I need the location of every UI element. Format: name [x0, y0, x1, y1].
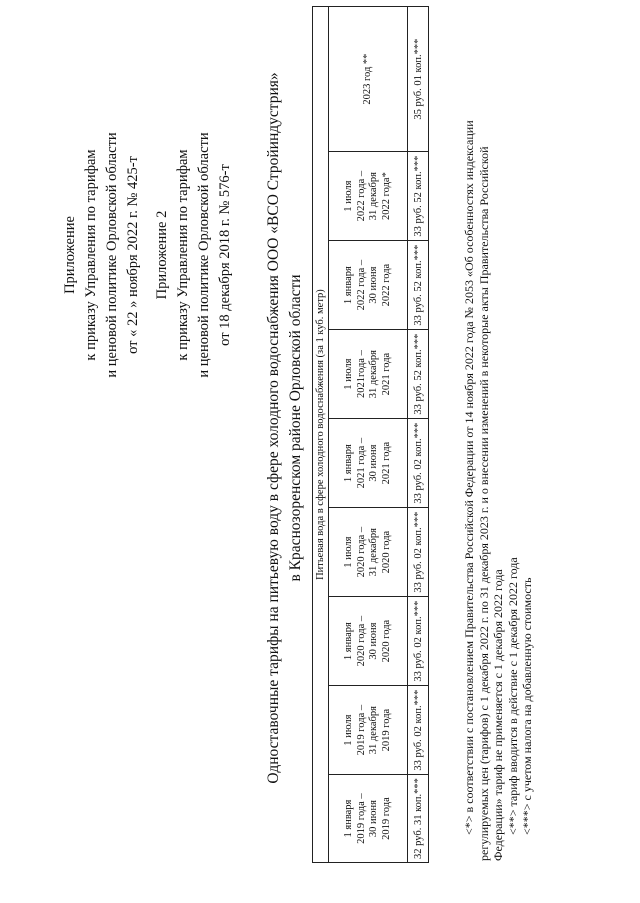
title-line: Одноставочные тарифы на питьевую воду в сфере холодного водоснабжения ООО «ВСО Стройиндустрия»	[265, 72, 282, 784]
document-title	[263, 33, 307, 823]
tariff-table	[312, 6, 429, 863]
annex-title: Приложение 2	[154, 210, 170, 300]
table-cell-tariff: 35 руб. 01 коп.***	[408, 7, 429, 152]
title-line: в Краснозоренском районе Орловской области	[287, 274, 304, 582]
annex-block-original-order	[152, 60, 236, 450]
footnote-1-line: Федерации» тариф не применяется с 1 декабря 2022 года	[491, 569, 505, 861]
table-row-values	[408, 7, 429, 863]
table-cell-period: 2023 год **	[329, 7, 408, 152]
footnote-2: <**> тариф вводится в действие с 1 декабря 2022 года	[505, 557, 520, 835]
table-cell-period: 1 января 2022 года – 30 июня 2022 года	[329, 241, 408, 330]
table-row-periods	[329, 7, 408, 863]
table-cell-period: 1 июля 2022 года – 31 декабря 2022 года*	[329, 152, 408, 241]
table-cell-tariff: 33 руб. 52 коп.***	[408, 241, 429, 330]
table-cell-tariff: 33 руб. 02 коп.***	[408, 597, 429, 686]
table-header-main: Питьевая вода в сфере холодного водоснабжения (за 1 куб. метр)	[313, 7, 329, 863]
table-cell-period: 1 июля 2021года – 31 декабря 2021 года	[329, 330, 408, 419]
footnotes	[462, 37, 535, 861]
table-cell-tariff: 33 руб. 02 коп.***	[408, 686, 429, 775]
table-cell-period: 1 января 2020 года – 30 июня 2020 года	[329, 597, 408, 686]
table-cell-period: 1 января 2021 года – 30 июня 2021 года	[329, 419, 408, 508]
footnote-1-line: <*> в соответствии с постановлением Правительства Российской Федерации от 14 ноября 2022 года № 2053 «Об особенностях индексации	[462, 120, 476, 835]
table-cell-tariff: 33 руб. 52 коп.***	[408, 330, 429, 419]
table-cell-tariff: 33 руб. 02 коп.***	[408, 419, 429, 508]
table-cell-tariff: 33 руб. 52 коп.***	[408, 152, 429, 241]
annex-line: к приказу Управления по тарифам	[83, 149, 99, 361]
annex-block-current-order	[60, 60, 144, 450]
table-cell-period: 1 июля 2019 года – 31 декабря 2019 года	[329, 686, 408, 775]
annex-title: Приложение	[62, 216, 78, 294]
table-cell-period: 1 января 2019 года – 30 июня 2019 года	[329, 775, 408, 863]
table-cell-period: 1 июля 2020 года – 31 декабря 2020 года	[329, 508, 408, 597]
annex-line: и ценовой политике Орловской области	[104, 132, 120, 378]
footnote-3: <***> с учетом налога на добавленную стоимость	[520, 577, 534, 835]
annex-line: к приказу Управления по тарифам	[175, 149, 191, 361]
footnote-1-line: регулируемых цен (тарифов) с 1 декабря 2022 г. по 31 декабря 2023 г. и о внесении изменений в некоторые акты Правительства Российской	[476, 146, 491, 861]
table-cell-tariff: 32 руб. 31 коп.***	[408, 775, 429, 863]
table-cell-tariff: 33 руб. 02 коп.***	[408, 508, 429, 597]
annex-line: и ценовой политике Орловской области	[196, 132, 212, 378]
annex-date-number: от 18 декабря 2018 г. № 576-т	[217, 164, 233, 346]
annex-date-number: от « 22 » ноября 2022 г. № 425-т	[125, 156, 141, 354]
